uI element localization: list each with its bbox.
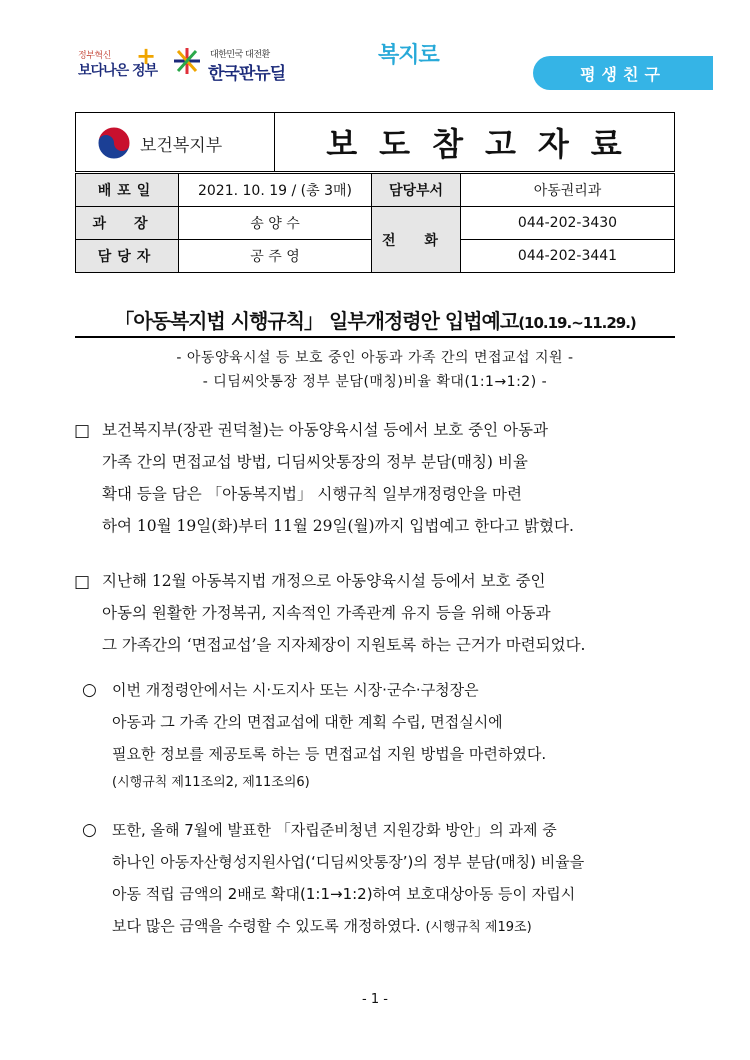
- headline-date: (10.19.~11.29.): [518, 314, 636, 332]
- taegeuk-icon: [96, 125, 132, 161]
- korean-new-deal-logo: [170, 44, 320, 84]
- release-label: 배포일: [76, 174, 179, 207]
- phone-2: 044-202-3441: [461, 240, 675, 273]
- bullet-1-marker: ○: [82, 680, 97, 700]
- section-1-text: [102, 414, 680, 542]
- gov-innovation-logo: [78, 44, 158, 80]
- press-header: [75, 112, 675, 172]
- bullet-1-text: [112, 674, 680, 796]
- paragraph-line: 이번 개정령안에서는 시·도지사 또는 시장·군수·구청장은: [112, 681, 479, 699]
- paragraph-line: 아동 적립 금액의 2배로 확대(1:1→1:2)하여 보호대상아동 등이 자립시: [112, 885, 576, 903]
- bullet-2-text: [112, 814, 680, 944]
- ministry-name: 보건복지부: [140, 135, 223, 156]
- paragraph-line: 하여 10월 19일(화)부터 11월 29일(월)까지 입법예고 한다고 밝혔다.: [102, 517, 574, 535]
- info-table: [75, 173, 675, 273]
- paragraph-line: 아동의 원활한 가정복귀, 지속적인 가족관계 유지 등을 위해 아동과: [102, 604, 551, 622]
- dept-label: 담당부서: [372, 174, 461, 207]
- lifelong-friend-banner: 평생친구: [533, 56, 713, 90]
- paragraph-line: 지난해 12월 아동복지법 개정으로 아동양육시설 등에서 보호 중인: [102, 572, 546, 590]
- table-row: [76, 174, 675, 207]
- divider: [75, 336, 675, 338]
- paragraph-line: [112, 910, 680, 944]
- new-deal-big: 한국판뉴딜: [208, 64, 286, 84]
- page-number: - 1 -: [362, 992, 388, 1007]
- ministry-logo: [96, 125, 222, 161]
- headline: [0, 305, 750, 334]
- headline-text: 「아동복지법 시행규칙」 일부개정령안 입법예고: [114, 309, 519, 333]
- paragraph-line: 가족 간의 면접교섭 방법, 디딤씨앗통장의 정부 분담(매칭) 비율: [102, 453, 528, 471]
- new-deal-small: 대한민국 대전환: [210, 50, 270, 60]
- chief-value: 송 양 수: [179, 207, 372, 240]
- table-row: [76, 207, 675, 240]
- paragraph-line: 보건복지부(장관 권덕철)는 아동양육시설 등에서 보호 중인 아동과: [102, 421, 548, 439]
- paragraph-line: 필요한 정보를 제공토록 하는 등 면접교섭 지원 방법을 마련하였다.: [112, 745, 547, 763]
- staff-label: 담당자: [76, 240, 179, 273]
- bokjiro-logo: 복지로: [378, 43, 439, 68]
- release-value: 2021. 10. 19 / (총 3매): [179, 174, 372, 207]
- paragraph-line: 아동과 그 가족 간의 면접교섭에 대한 계획 수립, 면접실시에: [112, 713, 503, 731]
- phone-1: 044-202-3430: [461, 207, 675, 240]
- chief-label: 과장: [76, 207, 179, 240]
- subtitle-2: - 디딤씨앗통장 정부 분담(매칭)비율 확대(1:1→1:2) -: [202, 374, 548, 390]
- bullet-2-note: (시행규칙 제19조): [425, 920, 532, 935]
- gov-logo-big: 보다나은 정부: [78, 63, 158, 79]
- ministry-logo-cell: [76, 113, 275, 171]
- paragraph-line: 하나인 아동자산형성지원사업(‘디딤씨앗통장’)의 정부 분담(매칭) 비율을: [112, 853, 585, 871]
- bullet-2-marker: ○: [82, 820, 97, 840]
- paragraph-line: 또한, 올해 7월에 발표한 「자립준비청년 지원강화 방안」의 과제 중: [112, 821, 557, 839]
- subtitle-1: - 아동양육시설 등 보호 중인 아동과 가족 간의 면접교섭 지원 -: [176, 350, 574, 366]
- section-2-text: [102, 565, 680, 661]
- gov-logo-small: 정부혁신: [78, 51, 111, 61]
- paragraph-line-text: 보다 많은 금액을 수령할 수 있도록 개정하였다.: [112, 917, 421, 935]
- plus-icon: +: [136, 42, 157, 70]
- phone-label: 전 화: [372, 207, 461, 273]
- section-2-marker: □: [74, 572, 91, 592]
- bullet-1-note: (시행규칙 제11조의2, 제11조의6): [112, 775, 310, 790]
- paragraph-line: 그 가족간의 ‘면접교섭’을 지자체장이 지원토록 하는 근거가 마련되었다.: [102, 636, 586, 654]
- new-deal-icon: [170, 46, 204, 76]
- staff-value: 공 주 영: [179, 240, 372, 273]
- paragraph-line: 확대 등을 담은 「아동복지법」 시행규칙 일부개정령안을 마련: [102, 485, 522, 503]
- doc-title: 보도참고자료: [326, 125, 644, 163]
- dept-value: 아동권리과: [461, 174, 675, 207]
- section-1-marker: □: [74, 421, 91, 441]
